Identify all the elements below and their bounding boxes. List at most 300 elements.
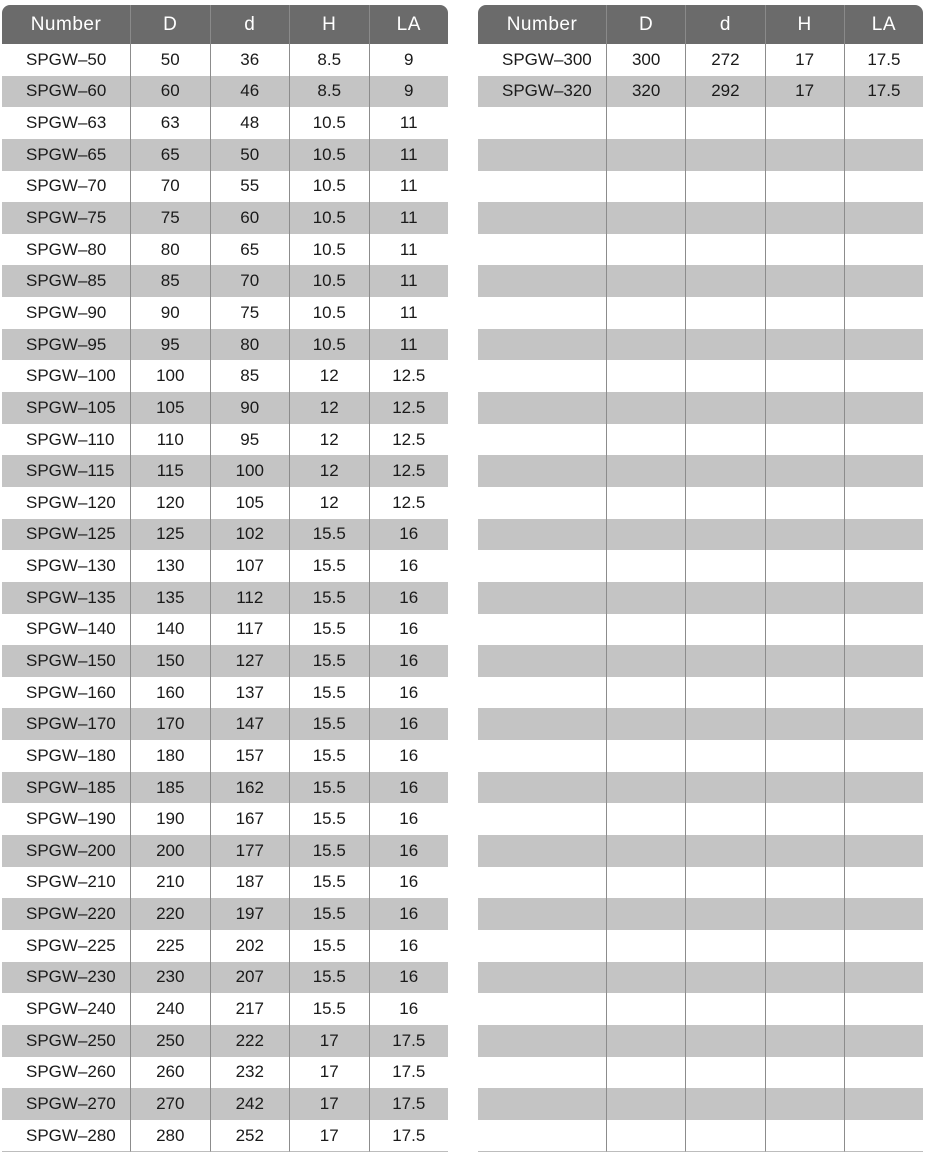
empty-table-row <box>478 677 923 709</box>
cell-number <box>478 1088 606 1120</box>
cell-d-inner: 117 <box>210 614 290 646</box>
cell-d-inner <box>685 1025 764 1057</box>
cell-d-inner <box>685 867 764 899</box>
cell-number: SPGW–225 <box>2 930 130 962</box>
cell-la: 11 <box>369 202 449 234</box>
cell-la <box>844 867 923 899</box>
cell-h <box>765 677 844 709</box>
cell-d-inner: 112 <box>210 582 290 614</box>
cell-number <box>478 360 606 392</box>
empty-table-row <box>478 614 923 646</box>
cell-la: 17.5 <box>369 1057 449 1089</box>
cell-d-inner: 70 <box>210 265 290 297</box>
cell-number <box>478 519 606 551</box>
cell-la <box>844 329 923 361</box>
cell-la <box>844 993 923 1025</box>
cell-d-outer: 180 <box>130 740 210 772</box>
cell-d-inner <box>685 1088 764 1120</box>
cell-h: 15.5 <box>289 835 369 867</box>
cell-number <box>478 202 606 234</box>
empty-table-row <box>478 1120 923 1153</box>
cell-number: SPGW–90 <box>2 297 130 329</box>
cell-la: 16 <box>369 740 449 772</box>
cell-d-inner <box>685 265 764 297</box>
cell-number <box>478 329 606 361</box>
cell-d-inner: 207 <box>210 962 290 994</box>
cell-h: 10.5 <box>289 171 369 203</box>
cell-d-outer: 210 <box>130 867 210 899</box>
empty-table-row <box>478 1088 923 1120</box>
cell-la: 16 <box>369 645 449 677</box>
cell-h <box>765 993 844 1025</box>
cell-la: 12.5 <box>369 360 449 392</box>
cell-d-outer: 160 <box>130 677 210 709</box>
cell-d-inner <box>685 930 764 962</box>
table-row <box>2 614 448 646</box>
cell-number <box>478 550 606 582</box>
cell-d-inner: 162 <box>210 772 290 804</box>
cell-la <box>844 424 923 456</box>
cell-h <box>765 107 844 139</box>
table-row <box>2 265 448 297</box>
cell-h <box>765 519 844 551</box>
cell-number: SPGW–230 <box>2 962 130 994</box>
cell-d-inner <box>685 772 764 804</box>
cell-number: SPGW–125 <box>2 519 130 551</box>
cell-h: 15.5 <box>289 550 369 582</box>
cell-h <box>765 708 844 740</box>
cell-la: 12.5 <box>369 487 449 519</box>
table-row <box>2 455 448 487</box>
cell-d-outer: 200 <box>130 835 210 867</box>
cell-d-inner <box>685 424 764 456</box>
cell-d-inner: 90 <box>210 392 290 424</box>
cell-number: SPGW–240 <box>2 993 130 1025</box>
cell-d-outer: 63 <box>130 107 210 139</box>
cell-d-inner: 105 <box>210 487 290 519</box>
cell-d-inner <box>685 202 764 234</box>
cell-number: SPGW–120 <box>2 487 130 519</box>
empty-table-row <box>478 392 923 424</box>
cell-d-inner <box>685 297 764 329</box>
cell-la <box>844 677 923 709</box>
cell-number: SPGW–135 <box>2 582 130 614</box>
cell-d-outer: 230 <box>130 962 210 994</box>
cell-d-inner <box>685 550 764 582</box>
cell-la <box>844 107 923 139</box>
cell-la <box>844 803 923 835</box>
cell-d-inner: 50 <box>210 139 290 171</box>
cell-number <box>478 930 606 962</box>
cell-d-inner: 100 <box>210 455 290 487</box>
cell-h <box>765 171 844 203</box>
table-row <box>2 1088 448 1120</box>
cell-d-inner <box>685 993 764 1025</box>
cell-d-outer <box>606 519 685 551</box>
cell-h <box>765 1057 844 1089</box>
cell-la <box>844 614 923 646</box>
cell-number: SPGW–75 <box>2 202 130 234</box>
empty-table-row <box>478 171 923 203</box>
cell-d-inner <box>685 708 764 740</box>
cell-d-inner: 65 <box>210 234 290 266</box>
cell-la <box>844 550 923 582</box>
cell-d-outer <box>606 803 685 835</box>
cell-d-outer: 65 <box>130 139 210 171</box>
cell-h <box>765 1120 844 1153</box>
cell-number <box>478 265 606 297</box>
cell-number: SPGW–110 <box>2 424 130 456</box>
cell-d-outer <box>606 962 685 994</box>
cell-la: 12.5 <box>369 424 449 456</box>
cell-d-inner <box>685 740 764 772</box>
cell-h <box>765 1088 844 1120</box>
cell-h: 15.5 <box>289 993 369 1025</box>
cell-number: SPGW–85 <box>2 265 130 297</box>
cell-number: SPGW–50 <box>2 44 130 76</box>
cell-d-inner: 242 <box>210 1088 290 1120</box>
cell-d-inner <box>685 234 764 266</box>
cell-number <box>478 1120 606 1153</box>
empty-table-row <box>478 962 923 994</box>
cell-d-outer: 70 <box>130 171 210 203</box>
cell-h <box>765 550 844 582</box>
cell-la: 16 <box>369 708 449 740</box>
table-row <box>478 76 923 108</box>
cell-d-outer: 90 <box>130 297 210 329</box>
cell-number: SPGW–200 <box>2 835 130 867</box>
cell-la <box>844 519 923 551</box>
cell-h <box>765 582 844 614</box>
cell-la <box>844 234 923 266</box>
header-la: LA <box>369 5 449 44</box>
cell-d-inner: 187 <box>210 867 290 899</box>
cell-d-outer <box>606 107 685 139</box>
cell-number <box>478 614 606 646</box>
cell-number: SPGW–140 <box>2 614 130 646</box>
empty-table-row <box>478 1057 923 1089</box>
cell-number <box>478 107 606 139</box>
table-row <box>2 107 448 139</box>
cell-number: SPGW–300 <box>478 44 606 76</box>
cell-d-inner: 60 <box>210 202 290 234</box>
empty-table-row <box>478 740 923 772</box>
cell-d-outer: 220 <box>130 898 210 930</box>
cell-h <box>765 202 844 234</box>
cell-d-inner: 80 <box>210 329 290 361</box>
cell-la: 16 <box>369 772 449 804</box>
cell-d-outer <box>606 234 685 266</box>
cell-h: 17 <box>289 1088 369 1120</box>
cell-d-inner: 252 <box>210 1120 290 1153</box>
cell-la: 12.5 <box>369 392 449 424</box>
cell-number: SPGW–60 <box>2 76 130 108</box>
empty-table-row <box>478 582 923 614</box>
cell-la: 16 <box>369 677 449 709</box>
empty-table-row <box>478 107 923 139</box>
table-row <box>2 234 448 266</box>
cell-d-outer: 80 <box>130 234 210 266</box>
cell-d-inner: 292 <box>685 76 764 108</box>
cell-number <box>478 487 606 519</box>
cell-h: 17 <box>765 76 844 108</box>
cell-number: SPGW–250 <box>2 1025 130 1057</box>
cell-la: 11 <box>369 329 449 361</box>
table-row <box>2 803 448 835</box>
cell-number: SPGW–260 <box>2 1057 130 1089</box>
empty-table-row <box>478 898 923 930</box>
cell-la <box>844 1025 923 1057</box>
empty-table-row <box>478 297 923 329</box>
table-row <box>2 867 448 899</box>
cell-d-inner <box>685 835 764 867</box>
cell-number: SPGW–320 <box>478 76 606 108</box>
cell-la: 11 <box>369 107 449 139</box>
cell-la: 16 <box>369 993 449 1025</box>
cell-d-outer: 190 <box>130 803 210 835</box>
cell-h: 10.5 <box>289 139 369 171</box>
cell-la <box>844 740 923 772</box>
cell-number <box>478 455 606 487</box>
cell-d-inner: 137 <box>210 677 290 709</box>
cell-h <box>765 297 844 329</box>
empty-table-row <box>478 803 923 835</box>
empty-table-row <box>478 1025 923 1057</box>
cell-d-outer <box>606 455 685 487</box>
cell-la <box>844 487 923 519</box>
cell-d-inner <box>685 898 764 930</box>
cell-la: 16 <box>369 614 449 646</box>
empty-table-row <box>478 202 923 234</box>
cell-d-inner: 157 <box>210 740 290 772</box>
cell-la <box>844 835 923 867</box>
cell-d-inner: 95 <box>210 424 290 456</box>
cell-d-inner <box>685 1120 764 1153</box>
cell-d-inner: 75 <box>210 297 290 329</box>
cell-d-outer: 105 <box>130 392 210 424</box>
cell-la: 16 <box>369 803 449 835</box>
cell-number: SPGW–210 <box>2 867 130 899</box>
cell-d-outer <box>606 171 685 203</box>
cell-h <box>765 424 844 456</box>
empty-table-row <box>478 930 923 962</box>
cell-d-inner <box>685 519 764 551</box>
cell-la <box>844 265 923 297</box>
cell-la: 11 <box>369 171 449 203</box>
cell-la: 11 <box>369 297 449 329</box>
cell-h: 10.5 <box>289 297 369 329</box>
cell-la <box>844 455 923 487</box>
cell-la <box>844 772 923 804</box>
cell-number <box>478 424 606 456</box>
cell-d-outer: 85 <box>130 265 210 297</box>
empty-table-row <box>478 645 923 677</box>
cell-h: 12 <box>289 392 369 424</box>
table-row <box>2 487 448 519</box>
table-row <box>2 645 448 677</box>
table-row <box>2 297 448 329</box>
cell-la: 17.5 <box>844 44 923 76</box>
cell-d-outer <box>606 898 685 930</box>
cell-d-outer <box>606 772 685 804</box>
cell-d-outer <box>606 139 685 171</box>
cell-d-inner: 272 <box>685 44 764 76</box>
empty-table-row <box>478 487 923 519</box>
cell-la <box>844 930 923 962</box>
cell-d-outer: 240 <box>130 993 210 1025</box>
cell-d-outer <box>606 993 685 1025</box>
cell-d-inner: 55 <box>210 171 290 203</box>
cell-d-outer <box>606 265 685 297</box>
cell-h: 17 <box>289 1025 369 1057</box>
cell-d-inner: 48 <box>210 107 290 139</box>
empty-table-row <box>478 360 923 392</box>
header-h: H <box>289 5 369 44</box>
cell-d-inner: 36 <box>210 44 290 76</box>
cell-h: 15.5 <box>289 803 369 835</box>
table-header-row <box>478 5 923 44</box>
table-row <box>2 993 448 1025</box>
cell-h <box>765 803 844 835</box>
cell-h <box>765 614 844 646</box>
cell-d-outer <box>606 487 685 519</box>
cell-h <box>765 329 844 361</box>
cell-la: 17.5 <box>369 1120 449 1153</box>
spec-table-left <box>2 5 448 1152</box>
cell-number <box>478 392 606 424</box>
cell-d-inner: 147 <box>210 708 290 740</box>
empty-table-row <box>478 772 923 804</box>
cell-d-outer: 150 <box>130 645 210 677</box>
header-number: Number <box>478 5 606 44</box>
cell-h: 17 <box>289 1057 369 1089</box>
cell-number: SPGW–105 <box>2 392 130 424</box>
empty-table-row <box>478 265 923 297</box>
cell-d-outer <box>606 202 685 234</box>
cell-la: 12.5 <box>369 455 449 487</box>
cell-d-inner <box>685 360 764 392</box>
cell-d-outer <box>606 708 685 740</box>
cell-d-inner: 232 <box>210 1057 290 1089</box>
cell-d-outer <box>606 930 685 962</box>
cell-h <box>765 487 844 519</box>
cell-d-inner: 107 <box>210 550 290 582</box>
table-row <box>2 582 448 614</box>
cell-h: 10.5 <box>289 234 369 266</box>
cell-h: 10.5 <box>289 265 369 297</box>
cell-d-outer: 115 <box>130 455 210 487</box>
cell-la <box>844 1057 923 1089</box>
cell-h: 15.5 <box>289 582 369 614</box>
cell-h: 15.5 <box>289 614 369 646</box>
empty-table-row <box>478 835 923 867</box>
header-d-inner: d <box>685 5 764 44</box>
cell-number: SPGW–115 <box>2 455 130 487</box>
cell-d-outer: 75 <box>130 202 210 234</box>
cell-number: SPGW–95 <box>2 329 130 361</box>
cell-h <box>765 867 844 899</box>
header-d-outer: D <box>606 5 685 44</box>
cell-number <box>478 772 606 804</box>
cell-d-outer: 250 <box>130 1025 210 1057</box>
table-row <box>2 44 448 76</box>
header-number: Number <box>2 5 130 44</box>
cell-d-inner: 167 <box>210 803 290 835</box>
cell-h: 15.5 <box>289 898 369 930</box>
cell-d-inner <box>685 645 764 677</box>
cell-h: 15.5 <box>289 772 369 804</box>
cell-h <box>765 645 844 677</box>
table-row <box>2 329 448 361</box>
cell-number: SPGW–170 <box>2 708 130 740</box>
cell-d-inner <box>685 677 764 709</box>
cell-d-inner: 197 <box>210 898 290 930</box>
cell-number: SPGW–150 <box>2 645 130 677</box>
cell-d-inner <box>685 582 764 614</box>
cell-h: 10.5 <box>289 329 369 361</box>
table-row <box>2 550 448 582</box>
cell-la: 16 <box>369 519 449 551</box>
cell-la: 9 <box>369 44 449 76</box>
cell-d-outer <box>606 392 685 424</box>
cell-d-outer <box>606 424 685 456</box>
cell-d-inner: 127 <box>210 645 290 677</box>
table-row <box>2 1120 448 1153</box>
cell-d-outer: 185 <box>130 772 210 804</box>
cell-h: 8.5 <box>289 44 369 76</box>
cell-d-outer: 125 <box>130 519 210 551</box>
table-row <box>2 76 448 108</box>
cell-d-outer: 225 <box>130 930 210 962</box>
cell-la: 16 <box>369 930 449 962</box>
cell-la <box>844 202 923 234</box>
empty-table-row <box>478 993 923 1025</box>
cell-d-outer <box>606 835 685 867</box>
empty-table-row <box>478 139 923 171</box>
table-row <box>2 708 448 740</box>
cell-number <box>478 645 606 677</box>
cell-h <box>765 139 844 171</box>
cell-number <box>478 962 606 994</box>
cell-d-inner: 102 <box>210 519 290 551</box>
empty-table-row <box>478 708 923 740</box>
cell-number <box>478 171 606 203</box>
cell-h: 12 <box>289 424 369 456</box>
table-row <box>2 898 448 930</box>
cell-d-outer: 100 <box>130 360 210 392</box>
cell-d-outer: 260 <box>130 1057 210 1089</box>
cell-number: SPGW–130 <box>2 550 130 582</box>
cell-la <box>844 1120 923 1153</box>
cell-d-outer: 280 <box>130 1120 210 1153</box>
table-row <box>2 202 448 234</box>
cell-number <box>478 582 606 614</box>
cell-number <box>478 993 606 1025</box>
cell-d-inner <box>685 392 764 424</box>
cell-la <box>844 645 923 677</box>
cell-number: SPGW–65 <box>2 139 130 171</box>
cell-la <box>844 962 923 994</box>
header-d-inner: d <box>210 5 290 44</box>
cell-number: SPGW–280 <box>2 1120 130 1153</box>
cell-d-outer: 50 <box>130 44 210 76</box>
table-row <box>2 519 448 551</box>
cell-d-inner <box>685 614 764 646</box>
cell-h: 15.5 <box>289 677 369 709</box>
cell-d-inner <box>685 803 764 835</box>
cell-number <box>478 234 606 266</box>
cell-d-outer: 320 <box>606 76 685 108</box>
